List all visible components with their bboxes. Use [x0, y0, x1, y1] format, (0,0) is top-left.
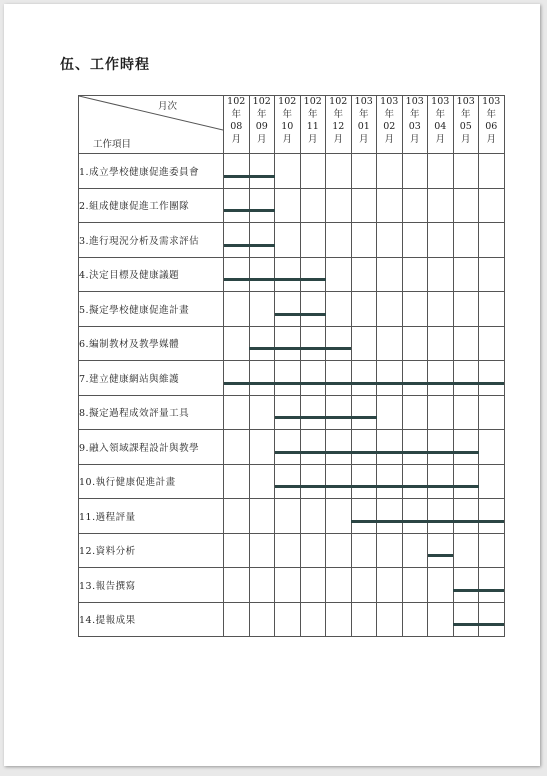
schedule-cell: [402, 602, 428, 637]
month-header-month-word: 月: [307, 133, 318, 145]
month-header-month-word: 月: [333, 133, 343, 145]
month-header-year-word: 年: [358, 108, 369, 120]
schedule-cell: [402, 395, 428, 430]
schedule-cell: [249, 533, 275, 568]
month-header-year: 102: [303, 96, 322, 107]
schedule-cell: [249, 188, 275, 223]
schedule-cell: [377, 326, 403, 361]
schedule-cell: [453, 395, 479, 430]
schedule-cell: [275, 292, 301, 327]
schedule-cell: [300, 257, 326, 292]
month-header-month-word: 月: [256, 133, 267, 145]
schedule-cell: [326, 602, 352, 637]
schedule-cell: [224, 395, 250, 430]
table-row: [79, 395, 505, 430]
schedule-cell: [351, 602, 377, 637]
schedule-cell: [351, 395, 377, 430]
schedule-cell: [453, 292, 479, 327]
schedule-cell: [249, 395, 275, 430]
schedule-cell: [351, 499, 377, 534]
month-header-month: 03: [408, 121, 421, 132]
corner-header-cell: [79, 96, 224, 154]
schedule-cell: [300, 154, 326, 189]
schedule-cell: [453, 188, 479, 223]
schedule-cell: [326, 154, 352, 189]
schedule-cell: [453, 533, 479, 568]
schedule-cell: [224, 533, 250, 568]
schedule-cell: [377, 188, 403, 223]
schedule-cell: [326, 326, 352, 361]
schedule-cell: [402, 568, 428, 603]
month-header-103-04: [428, 96, 454, 154]
schedule-cell: [249, 326, 275, 361]
table-row: [79, 499, 505, 534]
schedule-cell: [402, 533, 428, 568]
schedule-cell: [377, 292, 403, 327]
schedule-cell: [428, 602, 454, 637]
schedule-cell: [275, 395, 301, 430]
schedule-cell: [428, 430, 454, 465]
schedule-cell: [224, 188, 250, 223]
schedule-cell: [479, 292, 505, 327]
schedule-cell: [351, 292, 377, 327]
schedule-cell: [275, 430, 301, 465]
schedule-cell: [453, 154, 479, 189]
schedule-cell: [402, 154, 428, 189]
month-header-year-word: 年: [409, 108, 420, 120]
schedule-cell: [453, 602, 479, 637]
schedule-cell: [275, 257, 301, 292]
schedule-cell: [249, 568, 275, 603]
task-label: 9.融入領域課程設計與教學: [79, 430, 224, 465]
month-header-year: 103: [354, 96, 373, 107]
schedule-cell: [300, 430, 326, 465]
schedule-cell: [479, 395, 505, 430]
table-row: [79, 154, 505, 189]
table-row: [79, 430, 505, 465]
schedule-cell: [351, 464, 377, 499]
schedule-cell: [428, 395, 454, 430]
table-row: [79, 326, 505, 361]
schedule-cell: [428, 292, 454, 327]
month-header-year: 102: [252, 96, 271, 107]
month-header-month: 02: [383, 121, 396, 132]
schedule-cell: [453, 257, 479, 292]
schedule-cell: [300, 223, 326, 258]
month-header-month: 08: [230, 121, 243, 132]
schedule-cell: [428, 154, 454, 189]
schedule-cell: [351, 257, 377, 292]
schedule-cell: [326, 292, 352, 327]
schedule-cell: [275, 188, 301, 223]
schedule-cell: [402, 223, 428, 258]
schedule-cell: [326, 361, 352, 396]
schedule-cell: [351, 361, 377, 396]
schedule-cell: [300, 533, 326, 568]
task-label: 1.成立學校健康促進委員會: [79, 154, 224, 189]
month-header-month-word: 月: [460, 133, 471, 145]
month-header-month-word: 月: [282, 133, 292, 145]
schedule-cell: [377, 499, 403, 534]
task-label: 4.決定目標及健康議題: [79, 257, 224, 292]
month-header-month: 10: [281, 121, 294, 132]
month-header-103-06: [479, 96, 505, 154]
task-label: 7.建立健康網站與維護: [79, 361, 224, 396]
task-label: 13.報告撰寫: [79, 568, 224, 603]
schedule-cell: [326, 395, 352, 430]
schedule-cell: [453, 326, 479, 361]
task-label: 12.資料分析: [79, 533, 224, 568]
month-header-year-word: 年: [384, 108, 394, 120]
schedule-cell: [351, 430, 377, 465]
schedule-cell: [275, 154, 301, 189]
month-header-year: 103: [456, 96, 475, 107]
month-header-year-word: 年: [486, 108, 496, 120]
schedule-cell: [428, 223, 454, 258]
month-header-102-09: [249, 96, 275, 154]
schedule-cell: [351, 223, 377, 258]
schedule-cell: [224, 292, 250, 327]
schedule-cell: [224, 154, 250, 189]
schedule-cell: [300, 326, 326, 361]
month-header-month: 09: [255, 121, 268, 132]
month-header-month: 12: [332, 121, 345, 132]
schedule-cell: [326, 430, 352, 465]
schedule-cell: [377, 223, 403, 258]
schedule-cell: [300, 292, 326, 327]
schedule-cell: [249, 602, 275, 637]
month-header-year: 102: [329, 96, 348, 107]
month-header-month-word: 月: [231, 133, 241, 145]
month-header-month-word: 月: [409, 133, 420, 145]
task-label: 8.擬定過程成效評量工具: [79, 395, 224, 430]
month-header-month: 01: [357, 121, 370, 132]
schedule-cell: [275, 499, 301, 534]
document-page: [4, 4, 540, 766]
month-header-month-word: 月: [358, 133, 369, 145]
schedule-cell: [377, 533, 403, 568]
task-label: 5.擬定學校健康促進計畫: [79, 292, 224, 327]
month-header-103-05: [453, 96, 479, 154]
schedule-cell: [453, 499, 479, 534]
month-header-year: 103: [380, 96, 399, 107]
schedule-cell: [224, 430, 250, 465]
schedule-cell: [453, 568, 479, 603]
task-label: 6.編制教材及教學媒體: [79, 326, 224, 361]
month-header-year: 103: [431, 96, 450, 107]
schedule-cell: [249, 464, 275, 499]
schedule-cell: [453, 464, 479, 499]
schedule-cell: [275, 602, 301, 637]
schedule-cell: [479, 602, 505, 637]
schedule-cell: [479, 188, 505, 223]
schedule-cell: [326, 223, 352, 258]
task-rows: [79, 154, 505, 637]
month-header-year-word: 年: [460, 108, 471, 120]
month-header-102-10: [275, 96, 301, 154]
schedule-cell: [453, 430, 479, 465]
month-header-month: 05: [459, 121, 472, 132]
section-heading: 伍、工作時程: [60, 57, 150, 73]
schedule-cell: [402, 292, 428, 327]
month-header-103-01: [351, 96, 377, 154]
schedule-cell: [377, 257, 403, 292]
schedule-cell: [402, 326, 428, 361]
schedule-cell: [351, 188, 377, 223]
schedule-cell: [300, 361, 326, 396]
schedule-cell: [326, 533, 352, 568]
schedule-cell: [479, 568, 505, 603]
task-label: 11.過程評量: [79, 499, 224, 534]
schedule-cell: [377, 602, 403, 637]
schedule-cell: [275, 361, 301, 396]
schedule-cell: [249, 223, 275, 258]
month-header-103-02: [377, 96, 403, 154]
schedule-cell: [428, 361, 454, 396]
month-header-month-word: 月: [486, 133, 496, 145]
schedule-cell: [224, 257, 250, 292]
schedule-cell: [351, 154, 377, 189]
schedule-cell: [300, 395, 326, 430]
schedule-cell: [402, 464, 428, 499]
schedule-cell: [428, 499, 454, 534]
task-axis-label: 工作項目: [93, 139, 132, 150]
schedule-cell: [275, 568, 301, 603]
schedule-cell: [402, 499, 428, 534]
schedule-cell: [479, 499, 505, 534]
schedule-cell: [479, 154, 505, 189]
month-header-102-08: [224, 96, 250, 154]
schedule-cell: [351, 568, 377, 603]
month-header-year-word: 年: [231, 108, 241, 120]
task-label: 10.執行健康促進計畫: [79, 464, 224, 499]
schedule-cell: [479, 257, 505, 292]
schedule-cell: [249, 257, 275, 292]
month-header-year: 102: [278, 96, 297, 107]
month-header-year: 103: [405, 96, 424, 107]
schedule-cell: [402, 257, 428, 292]
table-row: [79, 464, 505, 499]
schedule-cell: [428, 326, 454, 361]
schedule-cell: [224, 568, 250, 603]
table-row: [79, 223, 505, 258]
month-header-month: 06: [485, 121, 498, 132]
schedule-cell: [224, 223, 250, 258]
month-header-year-word: 年: [333, 108, 343, 120]
schedule-cell: [479, 223, 505, 258]
schedule-cell: [249, 499, 275, 534]
schedule-cell: [300, 188, 326, 223]
schedule-cell: [326, 464, 352, 499]
table-row: [79, 568, 505, 603]
schedule-cell: [402, 188, 428, 223]
month-header-year-word: 年: [282, 108, 292, 120]
table-row: [79, 292, 505, 327]
schedule-cell: [428, 188, 454, 223]
month-header-year-word: 年: [435, 108, 445, 120]
schedule-cell: [351, 326, 377, 361]
schedule-cell: [479, 326, 505, 361]
schedule-cell: [275, 533, 301, 568]
schedule-cell: [453, 223, 479, 258]
schedule-cell: [300, 499, 326, 534]
schedule-cell: [300, 568, 326, 603]
schedule-cell: [351, 533, 377, 568]
month-header-year-word: 年: [307, 108, 318, 120]
schedule-cell: [326, 188, 352, 223]
month-header-year-word: 年: [256, 108, 267, 120]
month-header-month: 11: [306, 121, 319, 132]
month-header-month: 04: [434, 121, 447, 132]
schedule-table: [78, 95, 505, 637]
schedule-cell: [275, 464, 301, 499]
schedule-cell: [428, 257, 454, 292]
schedule-cell: [377, 395, 403, 430]
schedule-cell: [428, 464, 454, 499]
table-header-row: [79, 96, 505, 154]
schedule-cell: [249, 292, 275, 327]
schedule-cell: [402, 430, 428, 465]
schedule-cell: [402, 361, 428, 396]
schedule-cell: [377, 464, 403, 499]
schedule-cell: [326, 499, 352, 534]
schedule-cell: [326, 257, 352, 292]
schedule-cell: [377, 154, 403, 189]
table-row: [79, 602, 505, 637]
task-label: 14.提報成果: [79, 602, 224, 637]
schedule-cell: [249, 361, 275, 396]
schedule-cell: [224, 499, 250, 534]
schedule-cell: [479, 533, 505, 568]
month-header-102-12: [326, 96, 352, 154]
schedule-cell: [224, 464, 250, 499]
schedule-cell: [377, 568, 403, 603]
schedule-cell: [275, 223, 301, 258]
schedule-cell: [224, 326, 250, 361]
schedule-cell: [479, 430, 505, 465]
month-header-year: 102: [227, 96, 246, 107]
month-header-103-03: [402, 96, 428, 154]
month-header-month-word: 月: [384, 133, 394, 145]
schedule-cell: [326, 568, 352, 603]
schedule-cell: [224, 361, 250, 396]
schedule-cell: [377, 430, 403, 465]
table-row: [79, 533, 505, 568]
table-row: [79, 361, 505, 396]
task-label: 2.組成健康促進工作團隊: [79, 188, 224, 223]
schedule-cell: [428, 533, 454, 568]
schedule-cell: [300, 602, 326, 637]
table-row: [79, 257, 505, 292]
schedule-cell: [300, 464, 326, 499]
month-axis-label: 月次: [157, 101, 177, 112]
schedule-cell: [479, 464, 505, 499]
schedule-cell: [428, 568, 454, 603]
schedule-cell: [479, 361, 505, 396]
month-header-year: 103: [482, 96, 501, 107]
schedule-cell: [453, 361, 479, 396]
schedule-cell: [249, 430, 275, 465]
schedule-cell: [377, 361, 403, 396]
month-header-102-11: [300, 96, 326, 154]
month-header-month-word: 月: [435, 133, 445, 145]
task-label: 3.進行現況分析及需求評估: [79, 223, 224, 258]
schedule-cell: [249, 154, 275, 189]
schedule-cell: [224, 602, 250, 637]
schedule-cell: [275, 326, 301, 361]
table-row: [79, 188, 505, 223]
